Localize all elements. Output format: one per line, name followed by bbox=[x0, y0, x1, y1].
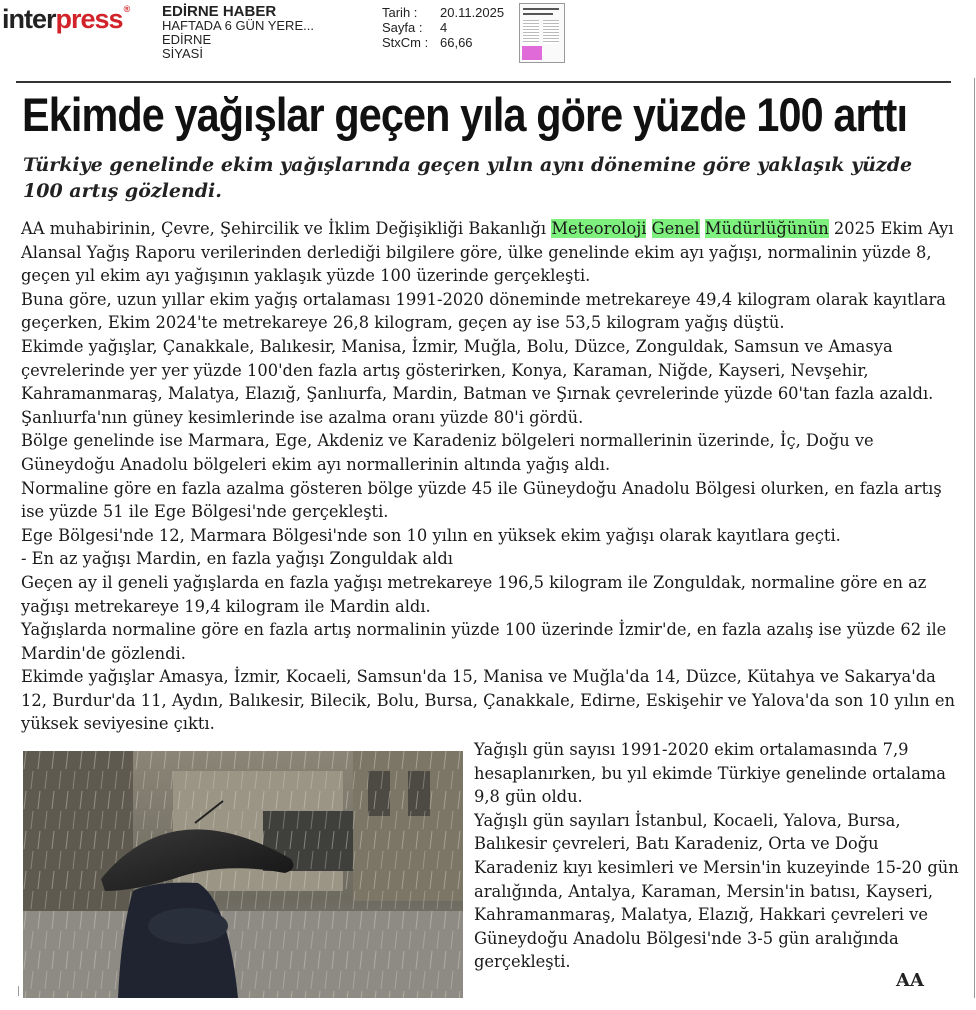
size-value: 66,66 bbox=[440, 35, 473, 50]
publication-category: SİYASİ bbox=[162, 46, 203, 61]
publication-frequency: HAFTADA 6 GÜN YERE... bbox=[162, 18, 314, 33]
highlighted-term: Müdürlüğünün bbox=[704, 219, 829, 238]
paragraph: Yağışlı gün sayısı 1991-2020 ekim ortalamasında 7,9 hesaplanırken, bu yıl ekimde Türkiye genelinde ortalama 9,8 gün oldu. bbox=[474, 740, 946, 807]
right-border bbox=[974, 78, 975, 998]
crop-mark bbox=[18, 986, 19, 996]
publication-city: EDİRNE bbox=[162, 32, 212, 47]
paragraph: Bölge genelinde ise Marmara, Ege, Akdeniz ve Karadeniz bölgeleri normallerinin üzerinde, İç, Doğu ve Güneydoğu Anadolu bölgeleri ekim ayı normallerinin altında yağış aldı. bbox=[21, 431, 874, 474]
article-body bbox=[21, 217, 966, 736]
paragraph: Buna göre, uzun yıllar ekim yağış ortalaması 1991-2020 döneminde metrekareye 49,4 kilogram olarak kayıtlara geçerken, Ekim 2024'te metrekareye 26,8 kilogram, geçen ay ise 53,5 kilogram yağış düştü. bbox=[21, 289, 947, 333]
paragraph: Ege Bölgesi'nde 12, Marmara Bölgesi'nde son 10 yılın en yüksek ekim yağışı olarak kayıtlara geçti. bbox=[21, 525, 841, 545]
paragraph: Ekimde yağışlar Amasya, İzmir, Kocaeli, Samsun'da 15, Manisa ve Muğla'da 14, Düzce, Kütahya ve Sakarya'da 12, Burdur'da 11, Aydın, Balıkesir, Bilecik, Bolu, Bursa, Çanakkale, Edirne, Eskişehir ve Yalova'da son 10 yılın en yüksek seviyesine çıktı. bbox=[21, 667, 956, 734]
page-value: 4 bbox=[440, 20, 448, 35]
header-divider bbox=[16, 81, 951, 83]
byline: AA bbox=[896, 970, 924, 991]
date-label: Tarih : bbox=[382, 5, 418, 20]
publication-name: EDİRNE HABER bbox=[162, 3, 277, 20]
paragraph: Yağışlarda normaline göre en fazla artış normalinin yüzde 100 üzerinde İzmir'de, en fazla azalış ise yüzde 62 ile Mardin'de gözlendi. bbox=[21, 620, 947, 663]
paragraph: Normaline göre en fazla azalma gösteren bölge yüzde 45 ile Güneydoğu Anadolu Bölgesi olurken, en fazla artış ise yüzde 51 ile Ege Bölgesi'nde gerçekleşti. bbox=[21, 478, 942, 522]
article-photo bbox=[23, 751, 463, 998]
date-value: 20.11.2025 bbox=[440, 5, 505, 20]
publication-info bbox=[162, 5, 314, 61]
clipping-meta bbox=[382, 5, 504, 50]
highlighted-term: Meteoroloji bbox=[551, 219, 647, 238]
page-thumbnail[interactable] bbox=[519, 3, 565, 63]
subtitle: Türkiye genelinde ekim yağışlarında geçen yılın aynı dönemine göre yaklaşık yüzde 100 artış gözlendi. bbox=[23, 154, 913, 202]
page-label: Sayfa : bbox=[382, 20, 423, 35]
paragraph: AA muhabirinin, Çevre, Şehircilik ve İklim Değişikliği Bakanlığı Meteoroloji Genel Müdürlüğünün 2025 Ekim Ayı Alansal Yağış Raporu verilerinden derlediği bilgilere göre, ülke genelinde ekim ayı yağışı, normalinin yüzde 8, geçen yıl ekim ayı yağışının yaklaşık yüzde 100 üzerinde gerçekleşti. bbox=[21, 219, 954, 286]
paragraph: Ekimde yağışlar, Çanakkale, Balıkesir, Manisa, İzmir, Muğla, Bolu, Düzce, Zonguldak, Samsun ve Amasya çevrelerinde yer yer yüzde 100'den fazla artış gösterirken, Konya, Karaman, Niğde, Kayseri, Nevşehir, Kahramanmaraş, Malatya, Elazığ, Şanlıurfa, Mardin, Batman ve Şırnak çevrelerinde yüzde 60'tan fazla azaldı. Şanlıurfa'nın güney kesimlerinde ise azalma oranı yüzde 80'i gördü. bbox=[21, 336, 934, 427]
size-label: StxCm : bbox=[382, 35, 429, 50]
clip-location-marker bbox=[522, 46, 542, 60]
paragraph: Geçen ay il geneli yağışlarda en fazla yağışı metrekareye 196,5 kilogram ile Zonguldak, normaline göre en az yağışı metrekareye 19,4 kilogram ile Mardin aldı. bbox=[21, 572, 927, 616]
headline: Ekimde yağışlar geçen yıla göre yüzde 100 arttı bbox=[22, 88, 908, 141]
section-subheading: - En az yağışı Mardin, en fazla yağışı Zonguldak aldı bbox=[21, 549, 453, 569]
paragraph: Yağışlı gün sayıları İstanbul, Kocaeli, Yalova, Bursa, Balıkesir çevreleri, Batı Karadeniz, Orta ve Doğu Karadeniz kıyı kesimleri ve Mersin'in kuzeyinde 15-20 gün aralığında, Antalya, Karaman, Mersin'in batısı, Kayseri, Kahramanmaraş, Malatya, Elazığ, Hakkari çevreleri ve Güneydoğu Anadolu Bölgesi'nde 3-5 gün aralığında gerçekleşti. bbox=[474, 810, 959, 972]
clipping-header bbox=[0, 0, 976, 70]
highlighted-term: Genel bbox=[651, 219, 700, 238]
article-continuation bbox=[474, 738, 964, 974]
interpress-logo: interpress® bbox=[2, 4, 130, 34]
